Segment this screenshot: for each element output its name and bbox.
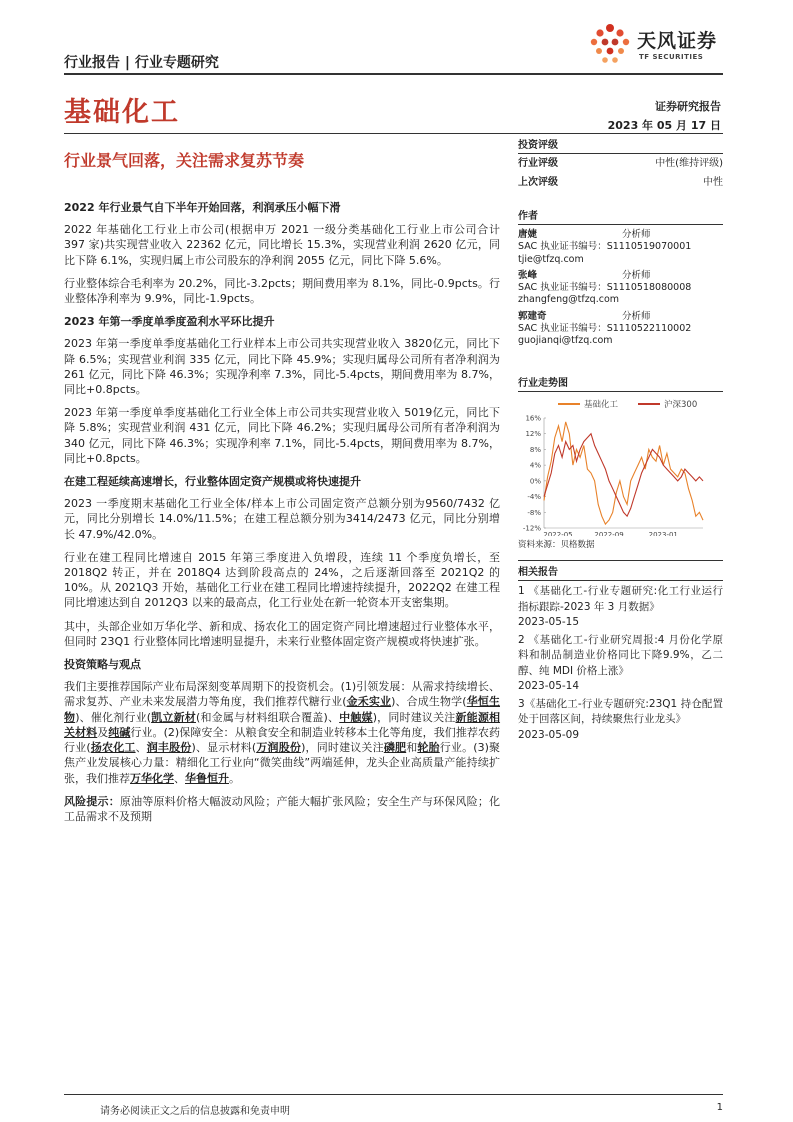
strategy-text: 、: [174, 771, 185, 785]
section-heading: 2022 年行业景气自下半年开始回落，利润承压小幅下滑: [64, 201, 341, 214]
strategy-text: 。: [229, 771, 240, 785]
author-role: 分析师: [622, 229, 651, 240]
page-number: 1: [716, 1102, 723, 1113]
y-tick-label: 0%: [529, 477, 541, 486]
breadcrumb: 行业报告 | 行业专题研究: [64, 55, 219, 71]
x-tick-label: 2022-09: [594, 531, 624, 536]
paragraph: 2023 年第一季度单季度基础化工行业全体上市公司共实现营业收入 5019亿元，同比下降 5.8%；实现营业利润 431 亿元，同比下降 46.2%；实现归属母公司所有者净利润为 340 亿元，同比下降 46.3%；实现净利率 7.1%，同比-5.4pcts，期间费用率为 8.7%，同比+0.8pcts。: [64, 406, 500, 465]
strategy-text: 、: [135, 741, 147, 755]
trend-panel: [518, 374, 723, 561]
legend-label: 沪深300: [664, 400, 698, 410]
recommended-stock: 金禾实业: [346, 695, 392, 709]
section-heading: 2023 年第一季度单季度盈利水平环比提升: [64, 315, 275, 329]
recommended-stock: 纯碱: [108, 725, 131, 739]
y-tick-label: 8%: [529, 445, 541, 454]
recommended-stock: 万华化学: [130, 771, 174, 785]
y-tick-label: 16%: [525, 414, 541, 423]
paragraph: 2023 年第一季度单季度基础化工行业样本上市公司共实现营业收入 3820亿元，同比下降 6.5%；实现营业利润 335 亿元，同比下降 45.9%；实现归属母公司所有者净利润为 261 亿元，同比下降 46.3%；实现净利率 7.3%，同比-5.4pcts，期间费用率为 8.7%，同比+0.8pcts。: [64, 337, 500, 397]
strategy-text: 行业。(3)聚焦产业发展核心力量：精细化工行业向“微笑曲线”两端延伸，龙头企业高质量产能持续扩张，我们推荐: [64, 741, 501, 785]
recommended-stock: 磷肥: [383, 741, 407, 755]
related-report-link[interactable]: 3《基础化工-行业专题研究:23Q1 持仓配置处于回落区间，持续聚焦行业龙头》: [518, 697, 723, 725]
section-heading: 在建工程延续高速增长，行业整体固定资产规模或将快速提升: [64, 475, 361, 489]
strategy-paragraph: [64, 679, 500, 785]
author-entry: [518, 311, 723, 348]
risk-paragraph: [64, 794, 500, 824]
chart-source: 资料来源：贝格数据: [518, 538, 723, 561]
author-name: 张峰: [518, 269, 538, 281]
recommended-stock: 万润股份: [256, 741, 302, 755]
strategy-text: )、催化剂行业(: [75, 710, 152, 724]
rating-row: [518, 154, 723, 173]
y-tick-label: -8%: [527, 508, 541, 517]
risk-label: 风险提示：: [64, 794, 120, 808]
recommended-stock: 凯立新材: [151, 710, 196, 724]
paragraph: 行业在建工程同比增速自 2015 年第三季度进入负增段，连续 11 个季度负增长，至 2018Q2 转正，并在 2018Q4 达到阶段高点的 24%，之后逐渐回落至 2021Q2 的 10%。从 2021Q3 开始，基础化工行业在建工程同比增速持续提升，2022Q2 在建工程同比增速达到自 2012Q3 以来的最高点，化工行业处在新一轮资本开支密集期。: [64, 550, 500, 610]
author-email[interactable]: guojianqi@tfzq.com: [518, 335, 613, 347]
legend-label: 基础化工: [584, 400, 619, 410]
author-email[interactable]: zhangfeng@tfzq.com: [518, 294, 620, 306]
y-tick-label: 12%: [525, 430, 541, 439]
strategy-text: )，同时建议关注: [372, 710, 456, 724]
related-report-date: 2023-05-15: [518, 616, 580, 628]
recommended-stock: 扬农化工: [90, 741, 136, 755]
y-tick-label: -12%: [522, 524, 541, 533]
logo-mark-icon: [585, 20, 635, 68]
related-report-date: 2023-05-09: [518, 728, 580, 741]
author-name: 郭建奇: [518, 310, 547, 322]
trend-heading: 行业走势图: [518, 374, 723, 392]
author-cert: SAC 执业证书编号：S1110518080008: [518, 282, 692, 294]
strategy-text: (和金属与材料组联合覆盖)、: [195, 710, 340, 724]
rating-row: [518, 173, 723, 192]
logo-text-cn: 天风证券: [637, 30, 718, 52]
recommended-stock: 华恒生物: [64, 695, 500, 724]
y-tick-label: 4%: [529, 461, 541, 470]
x-tick-label: 2022-05: [543, 531, 573, 536]
author-role: 分析师: [622, 310, 651, 322]
related-report-link[interactable]: 1 《基础化工-行业专题研究:化工行业运行指标跟踪-2023 年 3 月数据》: [518, 585, 723, 613]
strategy-text: 和: [406, 741, 418, 755]
rating-heading: 投资评级: [518, 136, 723, 154]
author-email[interactable]: tjie@tfzq.com: [518, 253, 584, 265]
trend-chart: [518, 396, 723, 536]
report-headline: 行业景气回落，关注需求复苏节奏: [64, 151, 305, 170]
related-report-date: 2023-05-14: [518, 680, 580, 692]
author-role: 分析师: [622, 269, 651, 281]
rating-value: 中性(维持评级): [655, 158, 723, 169]
x-tick-label: 2023-01: [648, 531, 678, 536]
related-list: [518, 584, 723, 743]
main-body: [64, 200, 500, 832]
rating-value: 中性: [703, 177, 723, 188]
paragraph: 2023 一季度期末基础化工行业全体/样本上市公司固定资产总额分别为9560/7432 亿元，同比分别增长 14.0%/11.5%；在建工程总额分别为3414/2473 亿元，同比分别增长 47.9%/42.0%。: [64, 497, 500, 541]
strategy-text: 行业。(2)保障安全：从粮食安全和制造业转移本土化等角度，我们推荐农药行业(: [64, 725, 501, 755]
strategy-text: )、显示材料(: [191, 741, 257, 755]
recommended-stock: 中触媒: [339, 710, 373, 724]
related-report-link[interactable]: 2 《基础化工-行业研究周报:4 月份化学原料和制品制造业价格同比下降9.9%，乙二醇、纯 MDI 价格上涨》: [518, 633, 723, 677]
sector-title: 基础化工: [64, 97, 180, 128]
authors-panel: [518, 207, 723, 348]
paragraph: 2022 年基础化工行业上市公司(根据申万 2021 一级分类基础化工行业上市公司合计 397 家)共实现营业收入 22362 亿元，同比增长 15.3%，实现营业利润 2620 亿元，同比下降 6.1%，实现归属上市公司股东的净利润 2055 亿元，同比下降 5.6%。: [64, 223, 500, 267]
y-tick-label: -4%: [527, 493, 541, 502]
recommended-stock: 华鲁恒升: [185, 771, 229, 785]
paragraph: 行业整体综合毛利率为 20.2%，同比-3.2pcts；期间费用率为 8.1%，同比-0.9pcts。行业整体净利率为 9.9%，同比-1.9pcts。: [64, 276, 500, 306]
report-type: 证券研究报告: [655, 100, 721, 113]
author-cert: SAC 执业证书编号：S1110522110002: [518, 323, 692, 335]
related-panel: [518, 563, 723, 745]
section-heading: 投资策略与观点: [64, 658, 141, 672]
title-divider: [64, 133, 723, 134]
company-logo: [585, 20, 735, 68]
author-entry: [518, 270, 723, 307]
report-date: 2023 年 05 月 17 日: [607, 119, 721, 132]
author-name: 唐婕: [518, 229, 538, 240]
header-divider: [64, 73, 723, 75]
recommended-stock: 润丰股份: [146, 741, 192, 755]
strategy-text: )，同时建议关注: [301, 741, 384, 755]
author-entry: [518, 229, 723, 266]
rating-panel: [518, 136, 723, 192]
related-heading: 相关报告: [518, 563, 723, 581]
logo-text-en: TF SECURITIES: [639, 53, 704, 61]
series-line: [544, 422, 703, 524]
strategy-text: 我们主要推荐国际产业布局深刻变革周期下的投资机会。(1)引领发展：从需求持续增长、需求复苏、产业未来发展潜力等角度，我们推荐代糖行业(: [64, 680, 500, 709]
footer-divider: [64, 1094, 723, 1095]
strategy-text: )、合成生物学(: [391, 695, 467, 709]
recommended-stock: 轮胎: [417, 741, 440, 755]
author-cert: SAC 执业证书编号：S1110519070001: [518, 241, 692, 253]
recommended-stock: 新能源相关材料: [64, 710, 501, 739]
authors-heading: 作者: [518, 207, 723, 225]
paragraph: 其中，头部企业如万华化学、新和成、扬农化工的固定资产同比增速超过行业整体水平，但同时 23Q1 行业整体同比增速明显提升，未来行业整体固定资产规模或将快速扩张。: [64, 619, 500, 648]
rating-label: 上次评级: [518, 177, 558, 188]
footer-disclaimer: 请务必阅读正文之后的信息披露和免责申明: [100, 1106, 290, 1117]
rating-label: 行业评级: [518, 158, 558, 169]
risk-text: 原油等原料价格大幅波动风险；产能大幅扩张风险；安全生产与环保风险；化工品需求不及预期: [64, 794, 500, 823]
strategy-text: 及: [97, 725, 109, 739]
